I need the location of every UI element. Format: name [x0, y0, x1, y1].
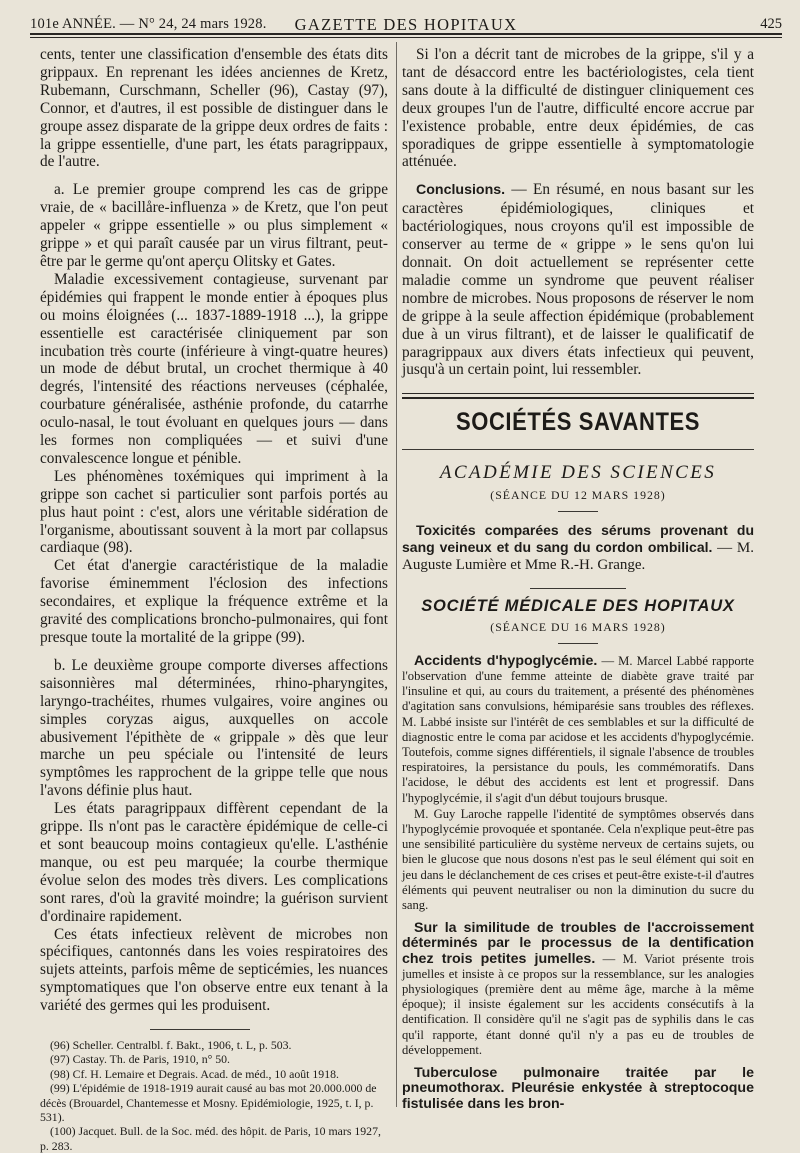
academy-rule: [558, 511, 598, 512]
paragraph-contagion: Maladie excessivement contagieuse, survenant par épidémies qui frappent le monde entier à époques plus ou moins éloignées (... 1837-1889-1918 ...), la grippe essentielle est caractérisée cliniquement par son incubation très courte (inférieure à vingt-quatre heures) un mode de début brutal, un crochet thermique à 40 degrés, l'intensité des réactions nerveuses (céphalée, courbature généralisée, asthénie profonde, du catarrhe oculo-nasal, le tout évoluant en quelques jours — dans les formes non compliquées — et suivi d'une convalescence longue et pénible.: [40, 270, 388, 467]
academy-session: (SÉANCE DU 12 MARS 1928): [490, 488, 666, 503]
hypoglycemia-lead: Accidents d'hypoglycémie.: [414, 652, 598, 669]
society-rule: [530, 588, 626, 589]
toxicity-authors: — M. Auguste Lumière et Mme R.-H. Grange.: [402, 539, 754, 574]
footnote-97: (97) Castay. Th. de Paris, 1910, n° 50.: [50, 1052, 231, 1067]
right-column: [402, 46, 754, 1112]
tuberculosis-item: [402, 1066, 754, 1112]
paragraph-paragrippal: Les états paragrippaux diffèrent cependant de la grippe. Ils n'ont pas le caractère épidémique de celle-ci et sont beaucoup moins contagieux qu'elle. L'asthénie manque, ou est peu marquée; la courbe thermique évolue selon des modes très divers. Les complications sont rares, d'où la gravité moindre; la guérison survient d'ordinaire rapidement.: [40, 800, 388, 925]
dentition-lead: Sur la similitude de troubles de l'accroissement déterminés par le processus de la dentification chez trois petites jumelles.: [402, 920, 754, 967]
paragraph-microbes: Ces états infectieux relèvent de microbes non spécifiques, cantonnés dans les voies respiratoires des sujets atteints, parfois même de septicémies, les nuances symptomatiques que l'on observe entre eux tenant à la variété des germes qui les produisent.: [40, 925, 388, 1015]
section-title: SOCIÉTÉS SAVANTES: [455, 407, 701, 437]
tuberculosis-lead: Tuberculose pulmonaire traitée par le pneumothorax. Pleurésie enkystée à streptocoque fistulisée dans les bron-: [402, 1065, 754, 1112]
society-heading: SOCIÉTÉ MÉDICALE DES HOPITAUX: [421, 596, 735, 615]
dentition-item: [402, 921, 754, 1058]
society-mini-rule: [558, 643, 598, 644]
conclusions-text: — En résumé, en nous basant sur les caractères épidémiologiques, cliniques et bactériologiques, nous croyons qu'il est impossible de conserver au terme de « grippe » le sens qu'on lui donnait. On doit actuellement se représenter cette maladie comme un syndrome que peuvent réaliser nombre de microbes. Nous proposons de réserver le nom de grippe à la seule affection épidémique (probablement due à un virus filtrant), et de laisser le qualificatif de paragrippaux aux divers états infectieux qui peuvent, jusqu'à un certain point, lui ressembler.: [402, 181, 754, 379]
toxicity-item: [402, 522, 754, 574]
section-rule: [402, 449, 754, 450]
footnote-98: (98) Cf. H. Lemaire et Degrais. Acad. de méd., 10 août 1918.: [50, 1066, 339, 1081]
academy-heading: ACADÉMIE DES SCIENCES: [439, 462, 717, 484]
paragraph-group-b: b. Le deuxième groupe comporte diverses affections saisonnières mal déterminées, rhino-pharyngites, laryngo-trachéites, rhumes vulgaires, voire angines ou simples coryzas aigus, auxquelles on accole abusivement l'épithète de « grippale » dès que leur marche un peu spéciale ou l'intensité de leurs symptômes les rapprochent de la grippe telle que nous l'avons définie plus haut.: [40, 656, 388, 800]
column-divider: [396, 42, 397, 1107]
header-rule-thick: [30, 33, 782, 35]
paragraph-group-a: a. Le premier groupe comprend les cas de grippe vraie, de « bacillåre-influenza » de Kretz, que l'on peut appeler « grippe essentielle » ou plus simplement « grippe » et qui paraît causée par un virus filtrant, peut-être par le germe qu'ont aperçu Olitsky et Gates.: [40, 181, 388, 270]
laroche-paragraph: M. Guy Laroche rappelle l'identité de symptômes observés dans l'hypoglycémie provoquée et spontanée. Cela n'explique peut-être pas une sensibilité particulière du système nerveux de certains sujets, ou bien le glucose que nous dosons n'est pas le seul élément qui soit en jeu dans le déclanchement de ces crises et peut-être existe-t-il d'autres éléments qui peuvent neutraliser ou non la diminution du sucre du sang.: [402, 806, 754, 913]
footnote-rule: [150, 1029, 250, 1030]
hypoglycemia-text: — M. Marcel Labbé rapporte l'observation d'une femme atteinte de diabète grave traité par l'insuline et qui, au cours du traitement, a présenté des phénomènes d'agitation sans convulsions, hémiparésie sans troubles des réflexes. M. Labbé insiste sur l'intérêt de ces semblables et sur la difficulté de diagnostic entre le coma par acidose et les accidents d'hypoglycémie. Toutefois, comme signes différentiels, il signale l'absence de troubles respiratoires, la persistance du pouls, les commémoratifs. Dans l'acidose, le début des accidents est lent et progressif. Dans l'hypoglycémie, il s'agit d'un début toujours brusque.: [402, 653, 754, 805]
dentition-text: — M. Variot présente trois jumelles et insiste à ce propos sur la ressemblance, sur les analogies physiologiques (première dent au même âge, marche à la même époque); il insiste également sur les accidents consécutifs à la dentification. Il considère qu'il ne s'agit pas de syphilis dans le cas qu'il rapporte, étant donné qu'il n'y a pas eu de troubles de développement.: [402, 951, 755, 1057]
conclusions-lead: Conclusions.: [416, 182, 506, 199]
footnote-96: (96) Scheller. Centralbl. f. Bakt., 1906, t. L, p. 503.: [50, 1038, 292, 1053]
page-number: 425: [760, 16, 782, 32]
paragraph-bacteriology: Si l'on a décrit tant de microbes de la grippe, s'il y a tant de désaccord entre les bactériologistes, cela tient sans doute à la difficulté de distinguer cliniquement ces deux groupes l'un de l'autre, difficulté encore accrue par l'existence probable, entre deux épidémies, de cas sporadiques de grippe essentielle à symptomatologie atténuée.: [402, 46, 754, 171]
paragraph-classification: cents, tenter une classification d'ensemble des états dits grippaux. En reprenant les idées anciennes de Kretz, Rubemann, Curschmann, Scheller (96), Castay (97), Connor, et d'autres, il est possible de distinguer dans le groupe assez disparate de la grippe deux ordres de faits : la grippe essentielle, d'une part, les états paragrippaux, de l'autre.: [40, 46, 388, 171]
header-rule-thin: [30, 37, 782, 38]
left-column: [40, 46, 388, 1153]
paragraph-conclusions: [402, 181, 754, 379]
section-double-rule: [402, 393, 754, 399]
toxicity-title: Toxicités comparées des sérums provenant du sang veineux et du sang du cordon ombilical.: [402, 522, 754, 555]
footnote-99: (99) L'épidémie de 1918-1919 aurait causé au bas mot 20.000.000 de décès (Brouardel, Chantemesse et Mosny. Epidémiologie, 1925, t. I, p. 531).: [40, 1081, 377, 1125]
society-session: (SÉANCE DU 16 MARS 1928): [490, 619, 666, 634]
issue-line: 101e ANNÉE. — N° 24, 24 mars 1928.: [30, 16, 267, 32]
hypoglycemia-item: [402, 654, 754, 806]
footnote-100: (100) Jacquet. Bull. de la Soc. méd. des hôpit. de Paris, 10 mars 1927, p. 283.: [40, 1124, 381, 1153]
paragraph-toxemia: Les phénomènes toxémiques qui impriment à la grippe son cachet si particulier sont parfois portés au plus haut point : c'est, alors une véritable sidération de l'organisme, aboutissant souvent à la mort par collapsus cardiaque (98).: [40, 467, 388, 557]
paragraph-anergy: Cet état d'anergie caractéristique de la maladie favorise éminemment l'éclosion des infections secondaires, et explique la fréquence extrême et la gravité des complications broncho-pulmonaires, qui font presque toute la mortalité de la grippe (99).: [40, 557, 388, 646]
journal-title: GAZETTE DES HOPITAUX: [294, 15, 518, 34]
